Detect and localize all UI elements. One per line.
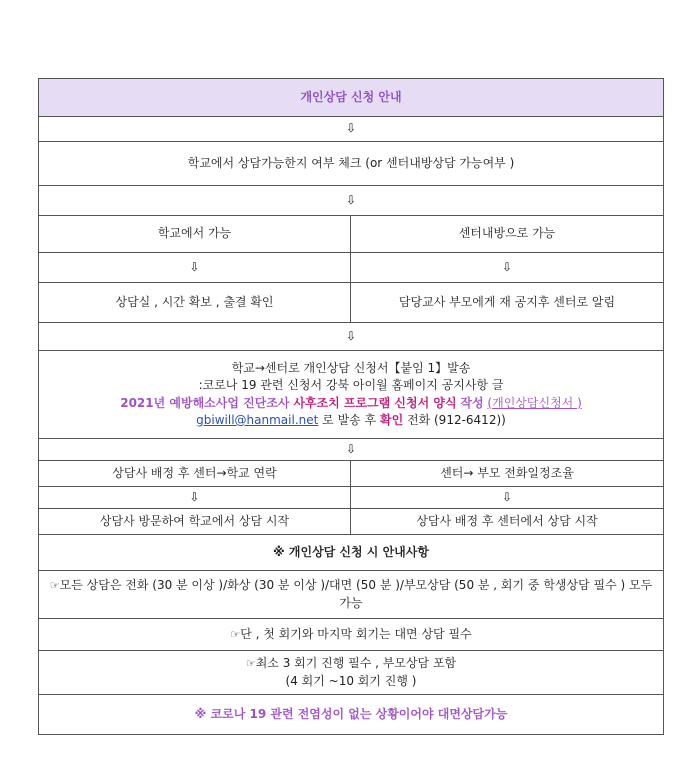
submission-instructions	[39, 351, 664, 439]
pointing-hand-icon: ☞	[230, 627, 241, 641]
page-title: 개인상담 신청 안내	[39, 79, 664, 117]
down-arrow-icon: ⇩	[39, 439, 664, 461]
down-arrow-icon: ⇩	[39, 253, 351, 283]
notice-item-1	[39, 571, 664, 619]
notice-item-3	[39, 651, 664, 695]
submission-line-4	[45, 412, 657, 429]
notice-item-3-sub: (4 회기 ~10 회기 진행 )	[285, 673, 417, 688]
confirm-text: 확인	[379, 412, 404, 427]
down-arrow-icon: ⇩	[351, 487, 664, 509]
form-name-text: 사후조치 프로그램 신청서 양식	[293, 395, 457, 410]
parent-schedule-step: 센터→ 부모 전화일정조율	[351, 461, 664, 487]
down-arrow-icon: ⇩	[39, 323, 664, 351]
covid-notice: ※ 코로나 19 관련 전염성이 없는 상황이어야 대면상담가능	[39, 695, 664, 735]
step-check-availability: 학교에서 상담가능한지 여부 체크 (or 센터내방상담 가능여부 )	[39, 142, 664, 186]
school-contact-step: 상담사 배정 후 센터→학교 연락	[39, 461, 351, 487]
submission-line-3	[45, 395, 657, 412]
down-arrow-icon: ⇩	[39, 186, 664, 216]
program-year-text: 2021년 예방해소사업 진단조사	[120, 395, 290, 410]
notice-item-1-text: 모든 상담은 전화 (30 분 이상 )/화상 (30 분 이상 )/대면 (50 분 )/부모상담 (50 분 , 회기 중 학생상담 필수 ) 모두 가능	[59, 578, 653, 610]
branch-school: 학교에서 가능	[39, 216, 351, 253]
pointing-hand-icon: ☞	[245, 657, 256, 671]
submission-line-1: 학교→센터로 개인상담 신청서【붙임 1】발송	[231, 360, 471, 375]
down-arrow-icon: ⇩	[39, 487, 351, 509]
notice-item-2-text: 단 , 첫 회기와 마지막 회기는 대면 상담 필수	[240, 626, 472, 641]
send-after-text: 로 발송 후	[322, 412, 377, 427]
branch-center: 센터내방으로 가능	[351, 216, 664, 253]
phone-text: 전화 (912-6412))	[407, 412, 506, 427]
write-text: 작성	[460, 395, 484, 410]
center-action: 담당교사 부모에게 재 공지후 센터로 알림	[351, 283, 664, 323]
notice-heading: ※ 개인상담 신청 시 안내사항	[39, 535, 664, 571]
school-action: 상담실 , 시간 확보 , 출결 확인	[39, 283, 351, 323]
application-flow-table	[38, 78, 664, 735]
center-counseling-start: 상담사 배정 후 센터에서 상담 시작	[351, 509, 664, 535]
notice-item-3-text: 최소 3 회기 진행 필수 , 부모상담 포함	[255, 656, 457, 671]
notice-item-2	[39, 619, 664, 651]
email-link[interactable]: gbiwill@hanmail.net	[196, 412, 319, 427]
school-counseling-start: 상담사 방문하여 학교에서 상담 시작	[39, 509, 351, 535]
form-link[interactable]: (개인상담신청서 )	[487, 395, 582, 410]
down-arrow-icon: ⇩	[39, 117, 664, 142]
pointing-hand-icon: ☞	[49, 579, 60, 593]
submission-line-2: :코로나 19 관련 신청서 강북 아이월 홈페이지 공지사항 글	[198, 378, 504, 393]
down-arrow-icon: ⇩	[351, 253, 664, 283]
